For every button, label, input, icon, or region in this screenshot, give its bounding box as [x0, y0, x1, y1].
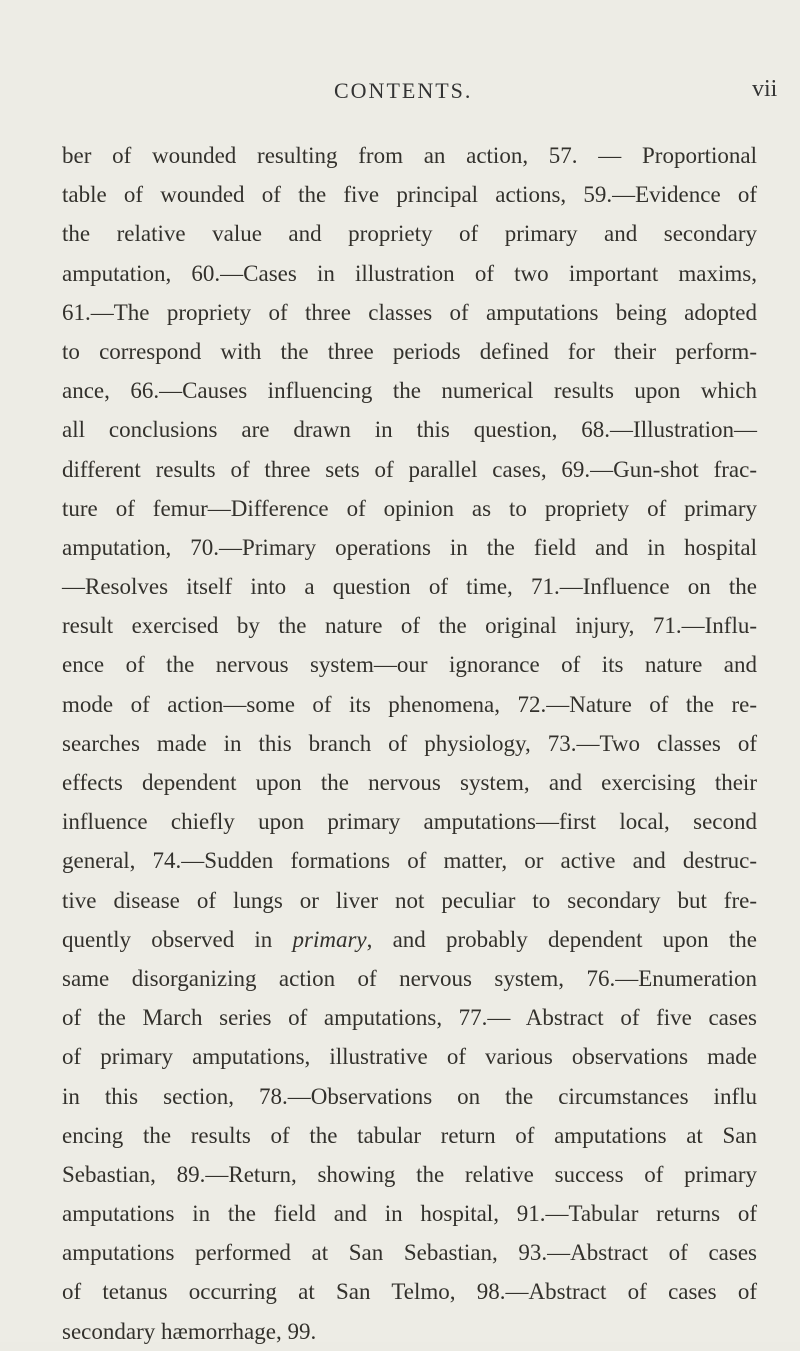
text-line: amputations in the field and in hospital, 91.—Tabular returns of [62, 1201, 757, 1227]
text-line: amputations performed at San Sebastian, 93.—Abstract of cases [62, 1240, 757, 1266]
text-line: tive disease of lungs or liver not peculiar to secondary but fre- [62, 887, 757, 913]
running-title: CONTENTS. [334, 78, 473, 103]
text-line: general, 74.—Sudden formations of matter, or active and destruc- [62, 848, 757, 874]
text-line: influence chiefly upon primary amputations—first local, second [62, 809, 757, 835]
text-line: mode of action—some of its phenomena, 72.—Nature of the re- [62, 691, 757, 717]
text-line: result exercised by the nature of the original injury, 71.—Influ- [62, 613, 757, 639]
text-line: encing the results of the tabular return of amputations at San [62, 1122, 757, 1148]
text-line: different results of three sets of parallel cases, 69.—Gun-shot frac- [62, 456, 757, 482]
text-line-last: secondary hæmorrhage, 99. [62, 1318, 317, 1344]
text-line: Sebastian, 89.—Return, showing the relative success of primary [62, 1161, 757, 1187]
text-segment: , and probably dependent upon the [366, 926, 757, 952]
text-line-with-italic [62, 920, 757, 959]
text-line: the relative value and propriety of primary and secondary [62, 221, 757, 247]
text-line: amputation, 70.—Primary operations in the field and in hospital [62, 534, 757, 560]
text-line: —Resolves itself into a question of time, 71.—Influence on the [62, 574, 757, 600]
text-line: table of wounded of the five principal actions, 59.—Evidence of [62, 182, 757, 208]
text-line: of primary amputations, illustrative of various observations made [62, 1044, 757, 1070]
italic-word: primary [292, 926, 367, 952]
text-line: ture of femur—Difference of opinion as to propriety of primary [62, 495, 757, 521]
text-line: effects dependent upon the nervous system, and exercising their [62, 770, 757, 795]
text-line: of the March series of amputations, 77.— Abstract of five cases [62, 1005, 757, 1031]
text-line: ence of the nervous system—our ignorance of its nature and [62, 652, 757, 678]
text-line: same disorganizing action of nervous system, 76.—Enumeration [62, 965, 757, 991]
text-line: all conclusions are drawn in this question, 68.—Illustration— [62, 417, 757, 443]
text-line: 61.—The propriety of three classes of amputations being adopted [62, 299, 757, 325]
contents-paragraph [62, 136, 757, 1351]
page-number: vii [752, 76, 778, 102]
text-line: in this section, 78.—Observations on the circumstances influ [62, 1083, 757, 1109]
text-line: ber of wounded resulting from an action, 57. — Proportional [62, 143, 757, 168]
text-line: ance, 66.—Causes influencing the numerical results upon which [62, 378, 757, 404]
text-line: to correspond with the three periods defined for their perform- [62, 338, 757, 364]
text-line: searches made in this branch of physiology, 73.—Two classes of [62, 730, 757, 756]
text-line: amputation, 60.—Cases in illustration of two important maxims, [62, 260, 757, 286]
text-segment: quently observed in [62, 926, 273, 952]
running-head [0, 78, 800, 118]
text-line: of tetanus occurring at San Telmo, 98.—Abstract of cases of [62, 1279, 757, 1305]
